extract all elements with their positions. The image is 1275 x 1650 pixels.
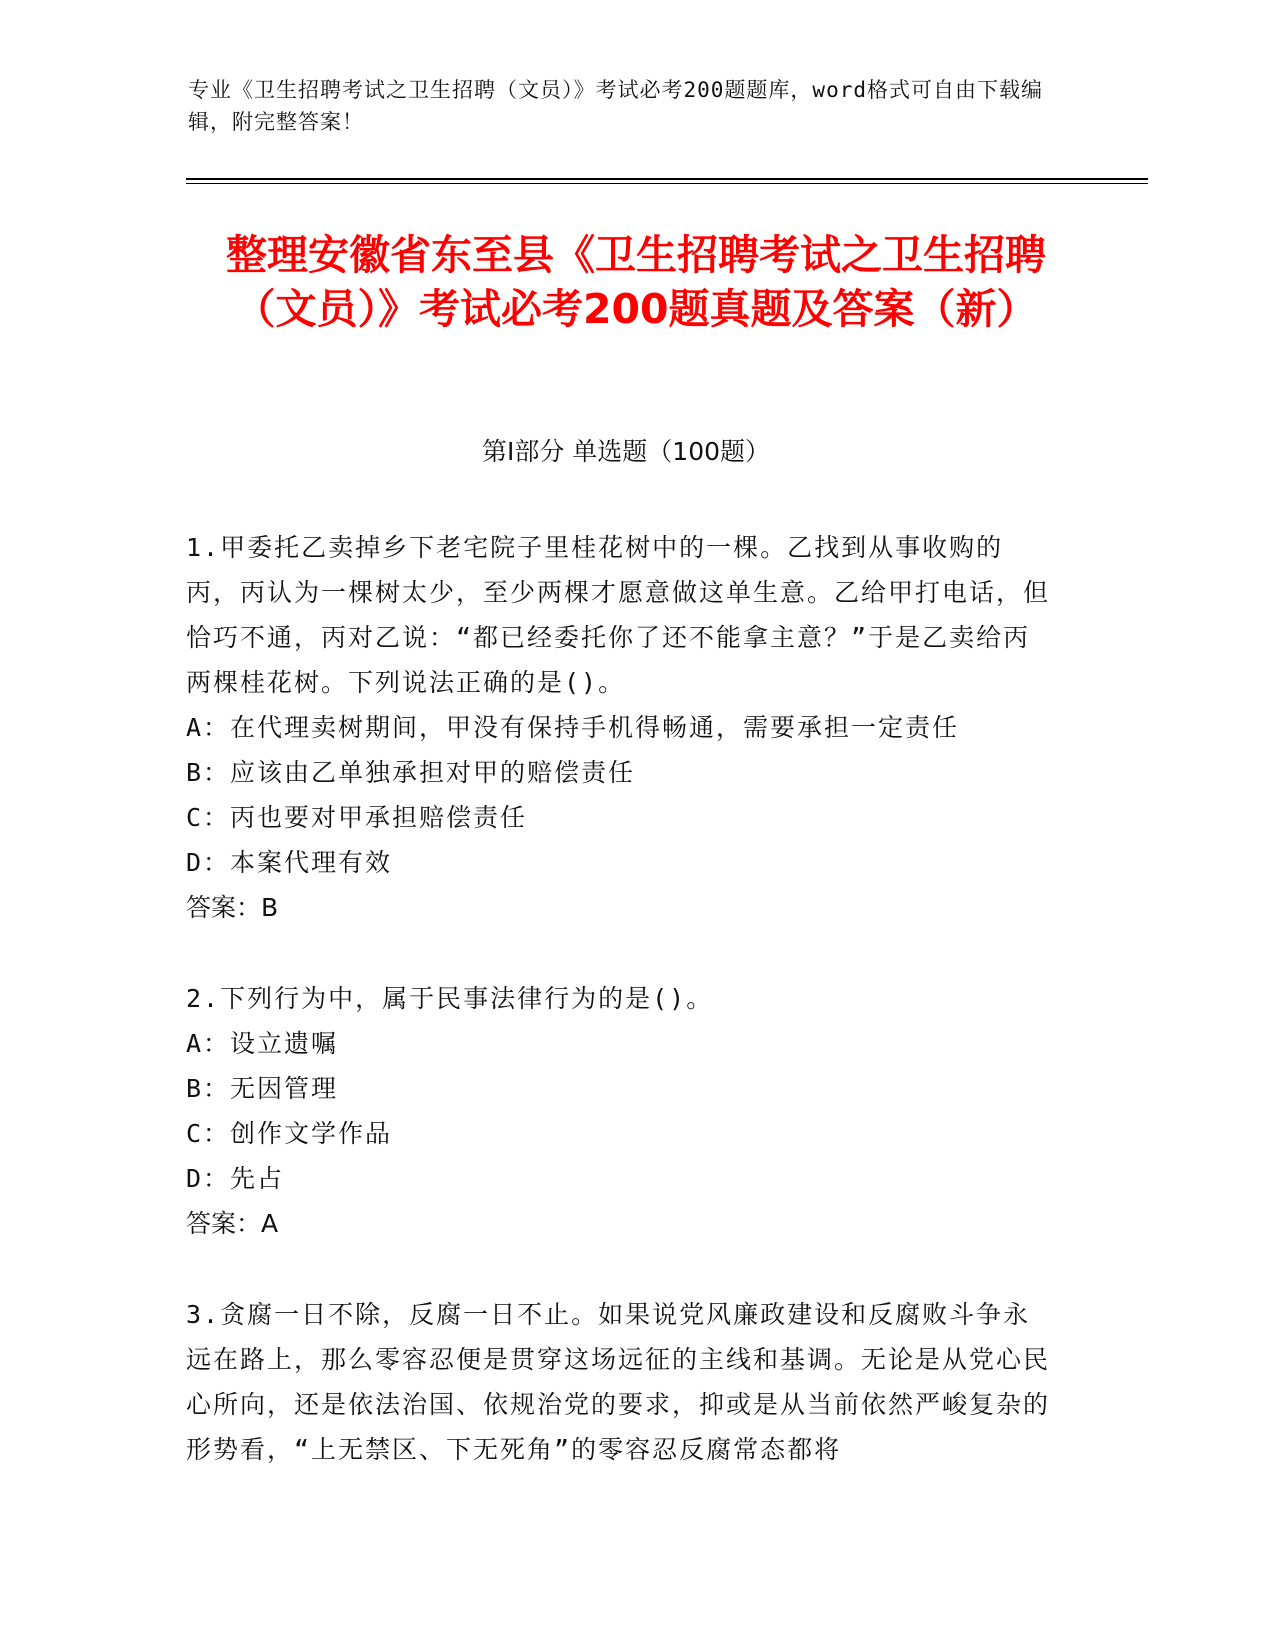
option-d: D：本案代理有效 xyxy=(186,848,393,877)
option-a: A：设立遗嘱 xyxy=(186,1029,339,1058)
question-stem: 1.甲委托乙卖掉乡下老宅院子里桂花树中的一棵。乙找到从事收购的丙，丙认为一棵树太少，至少两棵才愿意做这单生意。乙给甲打电话，但恰巧不通，丙对乙说：“都已经委托你了还不能拿主意？”于是乙卖给丙两棵桂花树。下列说法正确的是()。 xyxy=(186,533,1051,697)
question-2 xyxy=(186,976,1056,1246)
option-c: C：创作文学作品 xyxy=(186,1119,393,1148)
answer-line: 答案：B xyxy=(186,893,279,922)
section-heading: 第Ⅰ部分 单选题（100题） xyxy=(481,437,771,466)
option-d: D：先占 xyxy=(186,1164,285,1193)
question-stem: 3.贪腐一日不除，反腐一日不止。如果说党风廉政建设和反腐败斗争永远在路上，那么零容忍便是贯穿这场远征的主线和基调。无论是从党心民心所向，还是依法治国、依规治党的要求，抑或是从当前依然严峻复杂的形势看，“上无禁区、下无死角”的零容忍反腐常态都将 xyxy=(186,1300,1051,1464)
option-a: A：在代理卖树期间，甲没有保持手机得畅通，需要承担一定责任 xyxy=(186,713,960,742)
question-1 xyxy=(186,525,1056,930)
document-title: 整理安徽省东至县《卫生招聘考试之卫生招聘（文员）》考试必考200题真题及答案（新） xyxy=(226,231,1046,333)
header-rule-thin xyxy=(186,183,1148,184)
answer-line: 答案：A xyxy=(186,1209,279,1238)
question-stem: 2.下列行为中，属于民事法律行为的是()。 xyxy=(186,984,714,1013)
option-b: B：应该由乙单独承担对甲的赔偿责任 xyxy=(186,758,636,787)
question-list xyxy=(186,525,1056,1518)
header-note: 专业《卫生招聘考试之卫生招聘（文员）》考试必考200题题库，word格式可自由下载编辑，附完整答案！ xyxy=(188,78,1043,134)
header-rule-thick xyxy=(186,178,1148,180)
option-b: B：无因管理 xyxy=(186,1074,339,1103)
question-3 xyxy=(186,1292,1056,1472)
option-c: C：丙也要对甲承担赔偿责任 xyxy=(186,803,528,832)
